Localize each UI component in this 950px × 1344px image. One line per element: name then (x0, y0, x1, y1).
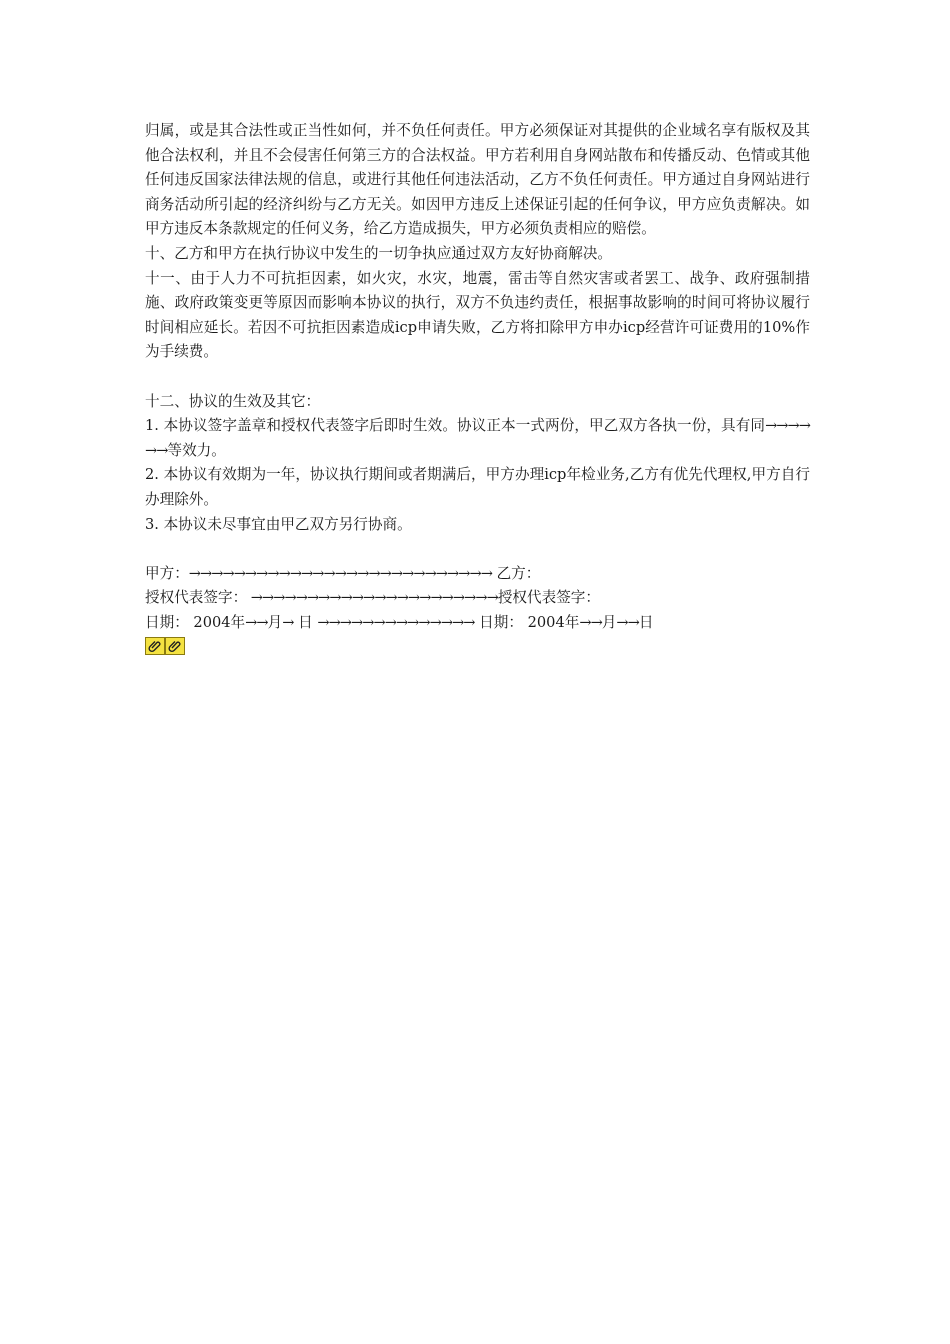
tab-marks: →→→→→→→→→→→→→→→→→→→→→→→→→→→ (188, 564, 492, 582)
signature-date-line (145, 611, 810, 636)
signature-party-line (145, 562, 810, 587)
item-1-end: 等效力。 (167, 441, 226, 459)
section-12-heading: 十二、协议的生效及其它： (145, 392, 321, 410)
paragraph-clause-11: 十一、由于人力不可抗拒因素，如火灾，水灾，地震，雷击等自然灾害或者罢工、战争、政府强制措施、政府政策变更等原因而影响本协议的执行，双方不负违约责任，根据事故影响的时间可将协议履行时间相应延长。若因不可抗拒因素造成icp申请失败，乙方将扣除甲方申办icp经营许可证费用的10%作为手续费。 (145, 269, 810, 361)
paragraph-clause-10: 十、乙方和甲方在执行协议中发生的一切争执应通过双方友好协商解决。 (145, 244, 613, 262)
tab-marks: →→ (245, 613, 268, 631)
tab-marks: →→→→→→→→→→→→→→ (317, 613, 475, 631)
signature-rep-line (145, 586, 810, 611)
month-b-label: 月 (601, 613, 617, 631)
tab-marks: →→→→→→→→→→→→→→→→→→→→→→ (247, 589, 498, 607)
document-page (145, 119, 810, 655)
section-12-item-1 (145, 414, 810, 463)
tab-marks: →→→→→→ (145, 417, 810, 459)
paragraph-liability: 归属，或是其合法性或正当性如何，并不负任何责任。甲方必须保证对其提供的企业域名享有版权及其他合法权利，并且不会侵害任何第三方的合法权益。甲方若利用自身网站散布和传播反动、色情或其他任何违反国家法律法规的信息，或进行其他任何违法活动，乙方不负任何责任。甲方通过自身网站进行商务活动所引起的经济纠纷与乙方无关。如因甲方违反上述保证引起的任何争议，甲方应负责解决。如甲方违反本条款规定的任何义务，给乙方造成损失，甲方必须负责相应的赔偿。 (145, 122, 810, 238)
section-12-item-3: 3. 本协议未尽事宜由甲乙双方另行协商。 (145, 515, 412, 533)
blank-line (145, 537, 810, 562)
day-b-label: 日 (638, 613, 654, 631)
date-b-label: 日期： 2004年 (474, 613, 580, 631)
embedded-icons (145, 637, 810, 655)
tab-marks: → (282, 613, 294, 631)
rep-a-label: 授权代表签字： (145, 589, 248, 607)
tab-marks: →→ (579, 613, 602, 631)
blank-line (145, 365, 810, 390)
day-label: 日 (293, 613, 318, 631)
date-a-label: 日期： 2004年 (145, 613, 246, 631)
month-label: 月 (267, 613, 283, 631)
section-12-item-2: 2. 本协议有效期为一年，协议执行期间或者期满后，甲方办理icp年检业务,乙方有优先代理权,甲方自行办理除外。 (145, 466, 810, 508)
tab-marks: →→ (616, 613, 639, 631)
rep-b-label: 授权代表签字： (497, 589, 600, 607)
party-b-label: 乙方： (491, 564, 541, 582)
paperclip-icon[interactable] (145, 637, 165, 655)
paperclip-icon[interactable] (165, 637, 185, 655)
party-a-label: 甲方： (145, 564, 189, 582)
item-1-text: 1. 本协议签字盖章和授权代表签字后即时生效。协议正本一式两份，甲乙双方各执一份，具有同 (145, 417, 766, 435)
